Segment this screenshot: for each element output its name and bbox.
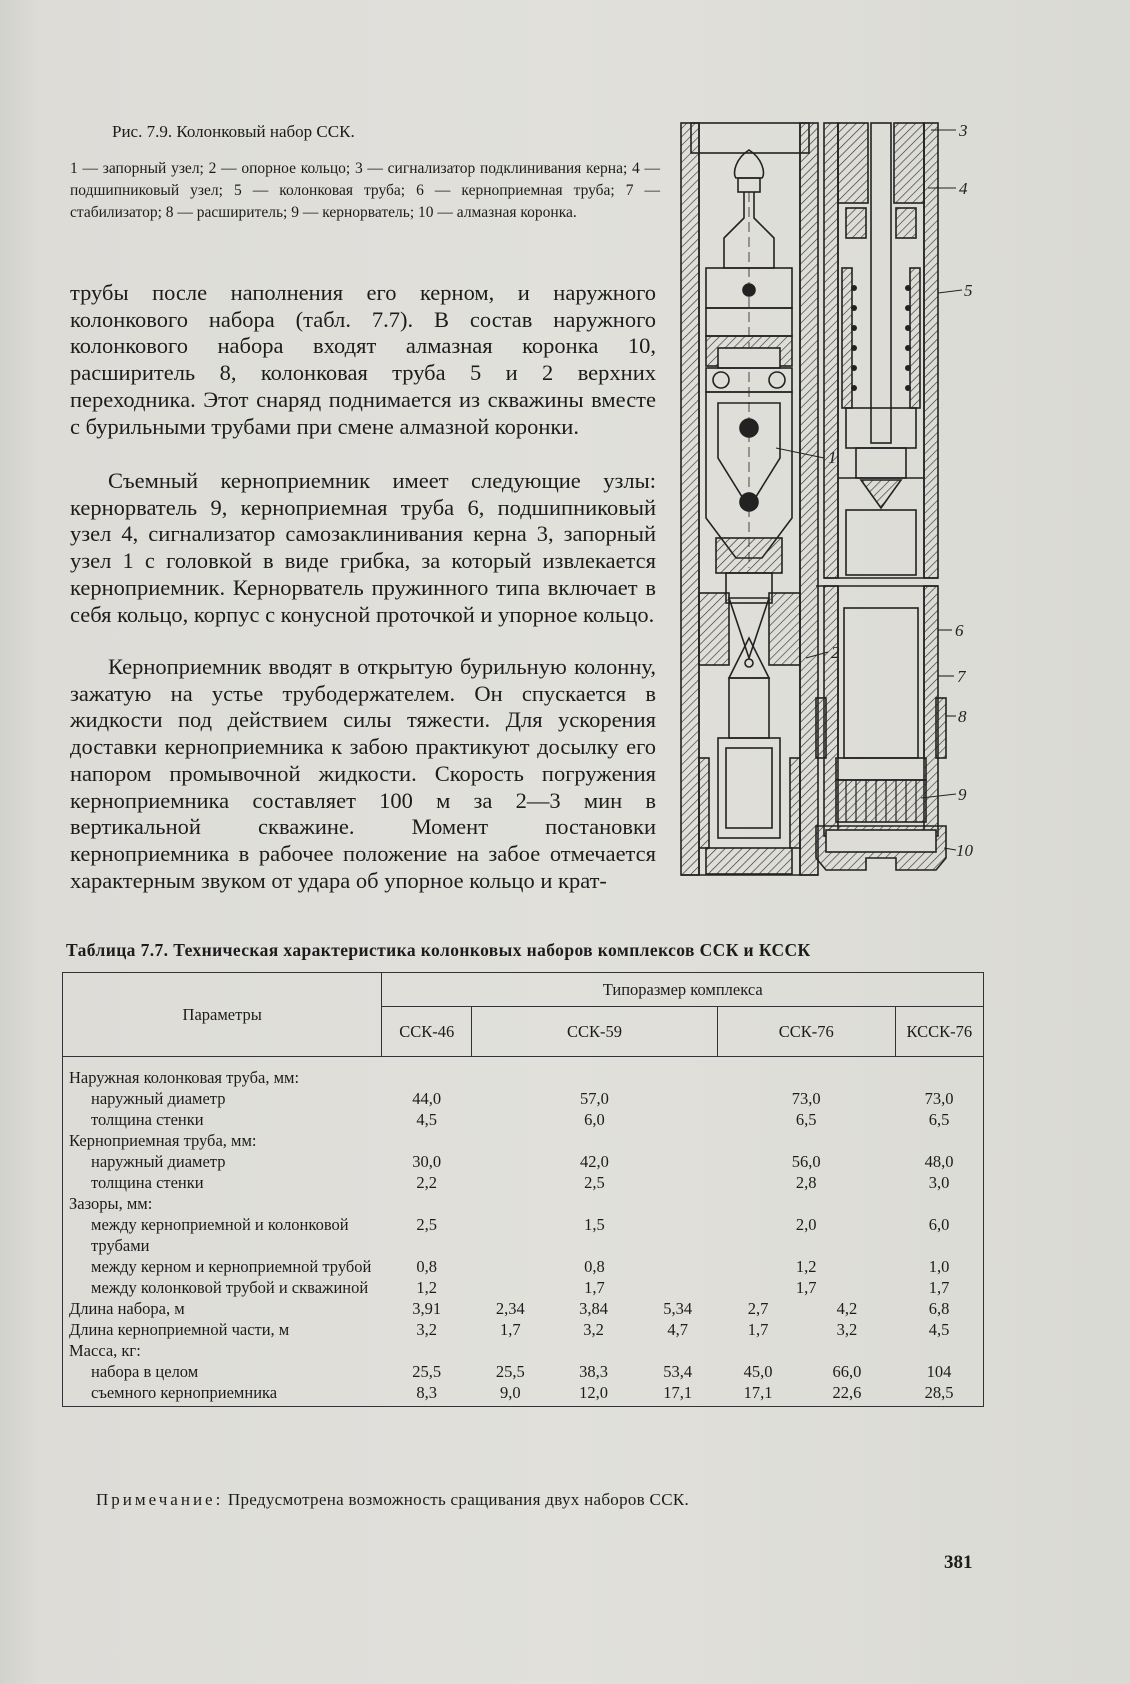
callout-6: 6	[955, 621, 964, 640]
right-upper-assembly	[824, 123, 938, 578]
note-label: Примечание:	[96, 1490, 224, 1509]
table-row	[63, 1151, 984, 1172]
cell: 6,8	[895, 1298, 983, 1319]
figure-legend	[70, 158, 660, 224]
table-row	[63, 1109, 984, 1130]
cell: 17,1	[717, 1382, 798, 1407]
note-text: Предусмотрена возможность сращивания двух наборов ССК.	[227, 1490, 690, 1509]
header-ssk46: ССК-46	[382, 1007, 472, 1057]
cell: 1,2	[795, 1257, 817, 1276]
table-row	[63, 1382, 984, 1407]
cell: 3,91	[412, 1299, 442, 1318]
cell: 28,5	[895, 1382, 983, 1407]
left-assembly	[681, 123, 818, 875]
cell: 0,8	[584, 1257, 605, 1276]
figure-title: Рис. 7.9. Колонковый набор ССК.	[112, 122, 355, 141]
row-label: между керноприемной и колонковой трубами	[63, 1214, 382, 1256]
row-label: Наружная колонковая труба, мм:	[63, 1057, 984, 1089]
cell: 25,5	[495, 1362, 525, 1381]
legend-item-9: 9 — кернорватель;	[291, 204, 415, 221]
callout-9: 9	[958, 785, 967, 804]
cell: 73,0	[895, 1088, 983, 1109]
table-row	[63, 1298, 984, 1319]
cell: 56,0	[791, 1152, 821, 1171]
table-row	[63, 1277, 984, 1298]
callout-4: 4	[959, 179, 968, 198]
table-row	[63, 1214, 984, 1256]
cell: 48,0	[895, 1151, 983, 1172]
paragraph-2-text: Съемный керноприемник имеет следующие узлы: кернорватель 9, керноприемная труба 6, подшипниковый узел 4, сигнализатор самозаклинивания керна 3, запорный узел 1 с головкой в виде грибка, за который извлекается керноприемник. Кернорватель пружинного типа включает в себя кольцо, корпус с конусной проточкой и упорное кольцо.	[70, 468, 656, 627]
callout-2: 2	[831, 643, 840, 662]
table-row	[63, 1130, 984, 1151]
legend-item-10: 10 — алмазная коронка.	[418, 204, 577, 221]
spec-table	[62, 972, 984, 1407]
cell: 45,0	[743, 1362, 773, 1381]
cell: 4,2	[836, 1299, 858, 1318]
cell: 3,2	[416, 1320, 438, 1339]
table-row	[63, 1256, 984, 1277]
cell: 104	[895, 1361, 983, 1382]
cell: 2,8	[795, 1173, 817, 1192]
cell: 42,0	[580, 1152, 609, 1171]
callout-1: 1	[828, 448, 837, 467]
cell: 6,5	[895, 1109, 983, 1130]
table-note	[96, 1490, 689, 1510]
cell: 38,3	[579, 1362, 608, 1381]
header-group: Типоразмер комплекса	[382, 973, 984, 1007]
cell: 3,2	[836, 1320, 858, 1339]
callout-10: 10	[956, 841, 973, 860]
cell: 0,8	[416, 1257, 438, 1276]
legend-item-7: 7 — стабилизатор;	[70, 182, 661, 221]
cell: 1,2	[416, 1278, 438, 1297]
cell: 4,5	[416, 1110, 438, 1129]
cell: 1,7	[584, 1278, 605, 1297]
row-label: наружный диаметр	[63, 1088, 382, 1109]
cell: 12,0	[549, 1382, 638, 1407]
cell: 4,5	[895, 1319, 983, 1340]
row-label: между колонковой трубой и скважиной	[63, 1277, 382, 1298]
cell: 1,7	[499, 1320, 521, 1339]
legend-item-3: 3 — сигнализатор подклинивания керна;	[354, 160, 628, 177]
cell: 2,5	[584, 1173, 605, 1192]
page-number: 381	[944, 1552, 973, 1573]
cell: 9,0	[472, 1382, 550, 1407]
cell: 73,0	[791, 1089, 821, 1108]
table-row	[63, 1088, 984, 1109]
cell: 2,5	[416, 1215, 438, 1234]
callout-3: 3	[959, 121, 968, 140]
cell: 1,0	[895, 1256, 983, 1277]
paragraph-1	[70, 280, 656, 440]
cell: 3,0	[895, 1172, 983, 1193]
table-row	[63, 1057, 984, 1089]
row-label: съемного керноприемника	[63, 1382, 382, 1407]
cell: 17,1	[638, 1382, 717, 1407]
table-row	[63, 1172, 984, 1193]
paragraph-3	[70, 654, 656, 894]
cell: 1,7	[895, 1277, 983, 1298]
cell: 44,0	[412, 1089, 442, 1108]
core-barrel-drawing	[666, 118, 976, 880]
row-label: Керноприемная труба, мм:	[63, 1130, 984, 1151]
row-label: набора в целом	[63, 1361, 382, 1382]
row-label: Длина керноприемной части, м	[63, 1319, 382, 1340]
row-label: Зазоры, мм:	[63, 1193, 984, 1214]
legend-item-2: 2 — опорное кольцо;	[208, 160, 351, 177]
cell: 3,2	[583, 1320, 604, 1339]
cell: 25,5	[412, 1362, 442, 1381]
cell: 53,4	[663, 1362, 693, 1381]
row-label: толщина стенки	[63, 1109, 382, 1130]
row-label: наружный диаметр	[63, 1151, 382, 1172]
cell: 2,0	[795, 1215, 817, 1234]
legend-item-1: 1 — запорный узел;	[70, 160, 204, 177]
cell: 5,34	[663, 1299, 693, 1318]
paragraph-1-text: трубы после наполнения его керном, и наружного колонкового набора (табл. 7.7). В состав наружного колонкового набора входят алмазная коронка 10, расширитель 8, колонковая труба 5 и 2 верхних переходника. Этот снаряд поднимается из скважины вместе с бурильными трубами при смене алмазной коронки.	[70, 280, 656, 439]
cell: 6,5	[795, 1110, 817, 1129]
table-row	[63, 1361, 984, 1382]
legend-item-4: 4 — подшипниковый узел;	[70, 160, 661, 199]
cell: 6,0	[584, 1110, 605, 1129]
row-label: Масса, кг:	[63, 1340, 984, 1361]
header-ssk76: ССК-76	[717, 1007, 895, 1057]
cell: 1,7	[747, 1320, 769, 1339]
cell: 30,0	[412, 1152, 442, 1171]
header-kssk76: КССК-76	[895, 1007, 983, 1057]
table-row	[63, 1340, 984, 1361]
row-label: толщина стенки	[63, 1172, 382, 1193]
row-label: Длина набора, м	[63, 1298, 382, 1319]
header-ssk59: ССК-59	[472, 1007, 718, 1057]
row-label: между керном и керноприемной трубой	[63, 1256, 382, 1277]
table-row	[63, 1193, 984, 1214]
legend-item-6: 6 — керноприемная труба;	[416, 182, 615, 199]
cell: 2,2	[416, 1173, 438, 1192]
cell: 1,7	[795, 1278, 817, 1297]
cell: 4,7	[667, 1320, 688, 1339]
paragraph-2	[70, 468, 656, 628]
cell: 3,84	[579, 1299, 608, 1318]
legend-item-8: 8 — расширитель;	[165, 204, 288, 221]
cell: 8,3	[382, 1382, 472, 1407]
right-lower-assembly	[816, 586, 946, 870]
cell: 6,0	[895, 1214, 983, 1256]
table-title: Таблица 7.7. Техническая характеристика колонковых наборов комплексов ССК и КССК	[66, 940, 811, 960]
legend-item-5: 5 — колонковая труба;	[233, 182, 406, 199]
cell: 57,0	[580, 1089, 609, 1108]
cell: 66,0	[832, 1362, 862, 1381]
cell: 2,34	[495, 1299, 525, 1318]
callout-7: 7	[957, 667, 966, 686]
table-row	[63, 1319, 984, 1340]
header-params: Параметры	[63, 973, 382, 1057]
callout-8: 8	[958, 707, 967, 726]
cell: 2,7	[747, 1299, 769, 1318]
paragraph-3-text: Керноприемник вводят в открытую бурильную колонну, зажатую на устье трубодержателем. Он спускается в жидкости под действием силы тяжести. Для ускорения доставки керноприемника к забою практикуют досылку его напором промывочной жидкости. Скорость погружения керноприемника составляет 100 м за 2—3 мин в вертикальной скважине. Момент постановки керноприемника в рабочее положение на забое отмечается характерным звуком от удара об упорное кольцо и крат-	[70, 654, 656, 893]
cell: 1,5	[584, 1215, 605, 1234]
callout-5: 5	[964, 281, 973, 300]
cell: 22,6	[799, 1382, 895, 1407]
